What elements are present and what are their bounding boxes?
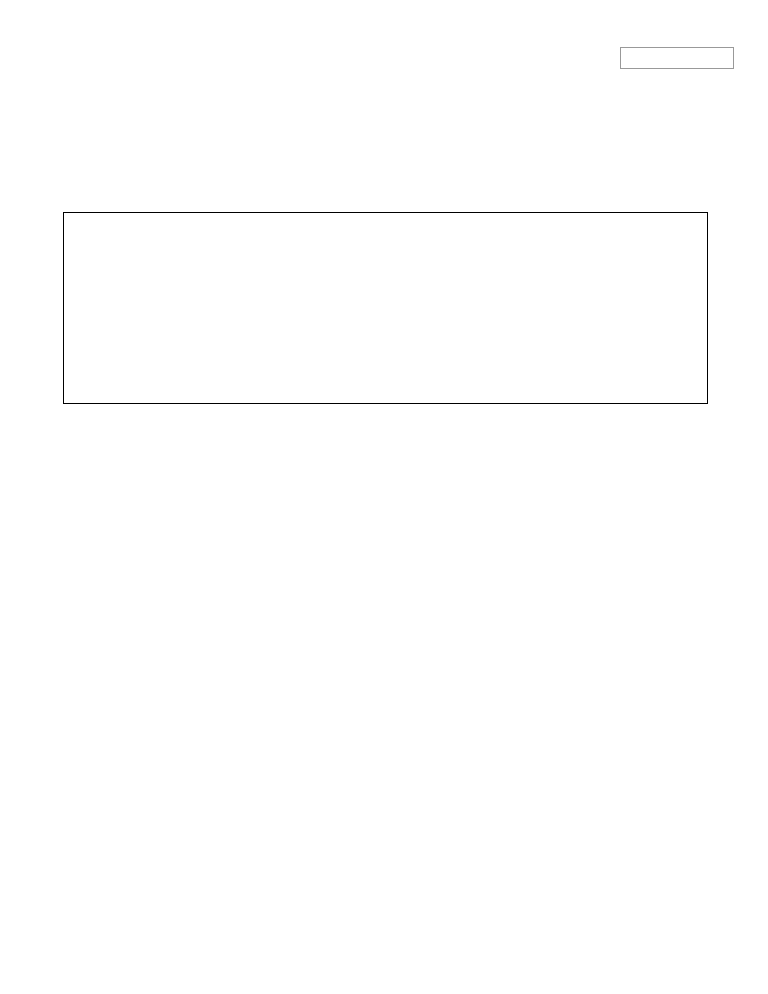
declarant-form-box [63,212,708,404]
revision-badge [620,47,734,69]
